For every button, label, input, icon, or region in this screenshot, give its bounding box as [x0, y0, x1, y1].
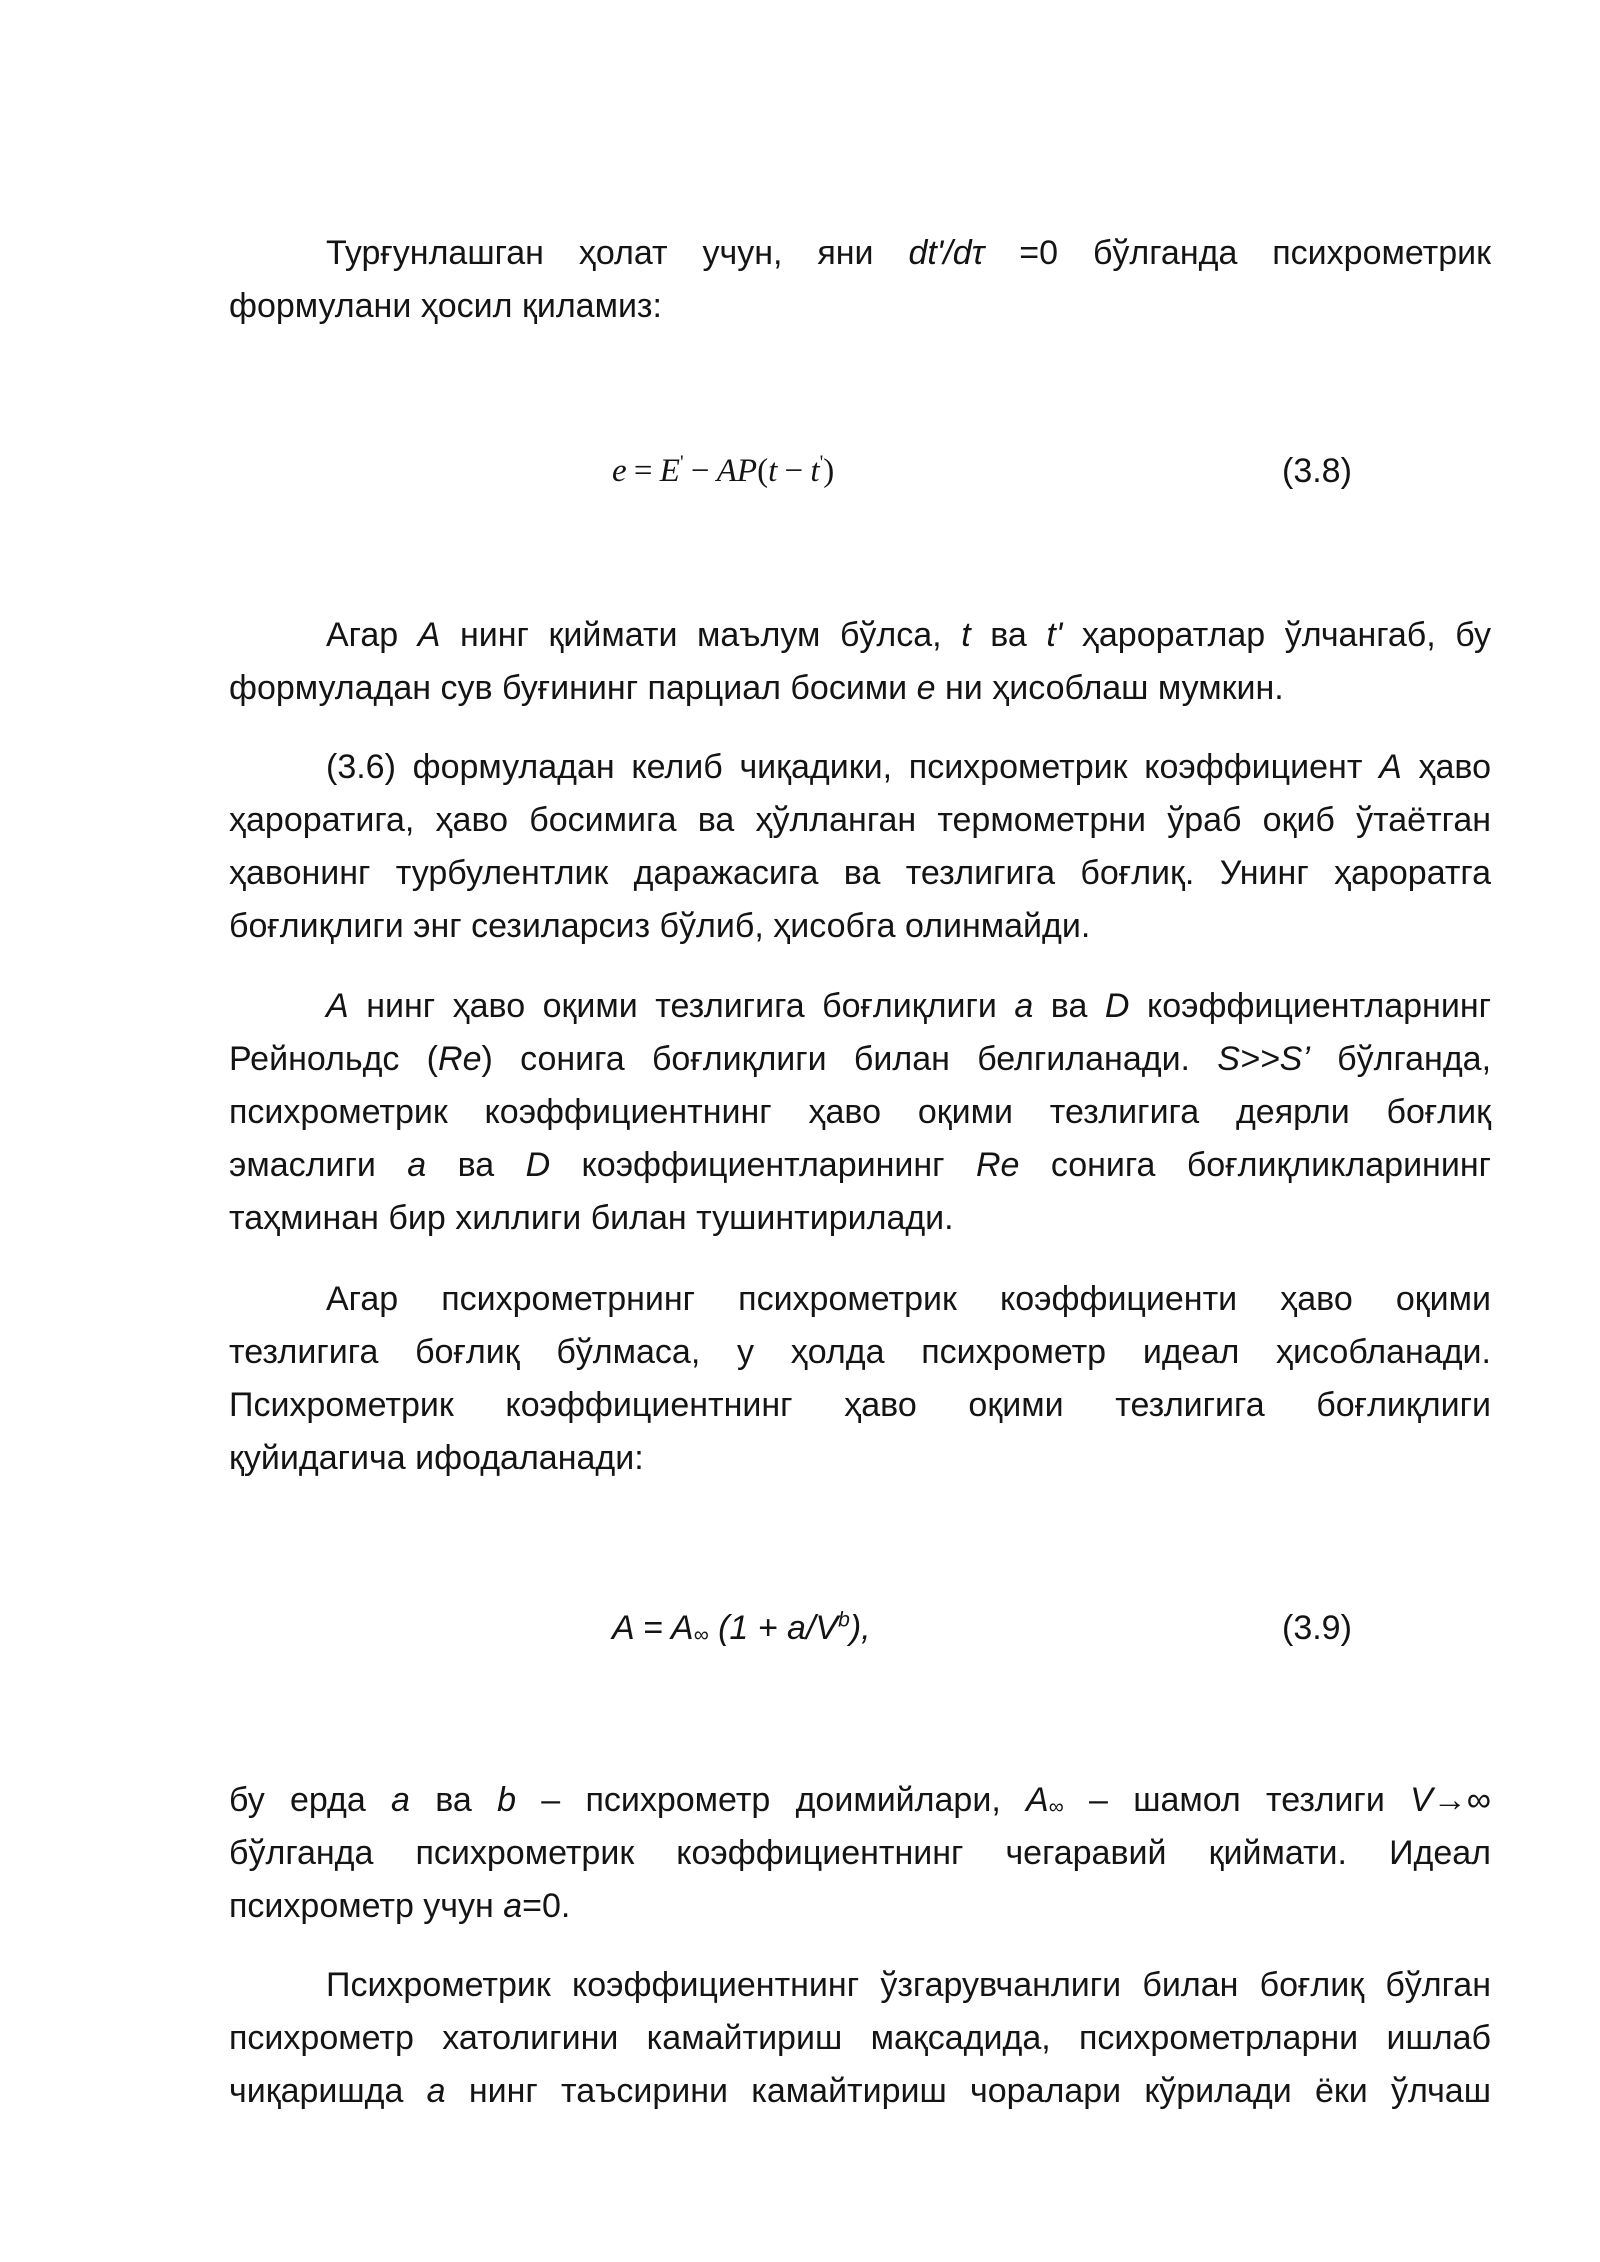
italic-run: a	[407, 1146, 427, 1184]
text-run: ва	[970, 616, 1047, 654]
text-line	[229, 1326, 1491, 1379]
text-line	[229, 1273, 1491, 1326]
paragraph-3	[229, 741, 1491, 953]
italic-run: a	[426, 2072, 446, 2110]
formula	[612, 1602, 871, 1655]
text-run: нинг қиймати маълум бўлса,	[440, 616, 962, 654]
italic-run: A	[1379, 748, 1402, 786]
italic-run: S>>S’	[1217, 1040, 1310, 1078]
text-line	[229, 227, 1491, 280]
equation-number: (3.8)	[1282, 452, 1352, 490]
subscript-run: ∞	[1048, 1795, 1064, 1819]
italic-run: V	[1410, 1781, 1433, 1819]
italic-run: a	[391, 1781, 410, 1819]
text-line	[229, 1774, 1491, 1827]
text-line	[229, 1192, 1491, 1245]
superscript-run: '	[819, 451, 824, 474]
italic-run: E	[659, 453, 680, 489]
text-run: нинг таъсирини камайтириш чоралари кўрилади ёки ўлчаш	[445, 2072, 1491, 2110]
text-run: ва	[426, 1146, 526, 1184]
italic-run: D	[1104, 987, 1130, 1025]
text-run: Психрометрик коэффициентнинг ўзгарувчанлиги билан боғлиқ бўлган	[326, 1966, 1491, 2004]
italic-run: ),	[849, 1609, 871, 1647]
italic-run: a	[1014, 987, 1034, 1025]
italic-run: t'	[1046, 616, 1063, 654]
text-run: ҳароратлар ўлчангаб, бу	[1062, 616, 1491, 654]
text-run: ҳавонинг турбулентлик даражасига ва тезлигига боғлиқ. Унинг ҳароратга	[229, 854, 1491, 892]
italic-run: dt'/dτ	[908, 234, 985, 272]
italic-run: t	[961, 616, 971, 654]
text-run: формулани ҳосил қиламиз:	[229, 287, 662, 325]
text-run: (	[757, 453, 769, 489]
text-run: эмаслиги	[229, 1146, 408, 1184]
text-line	[229, 2065, 1491, 2118]
equation-number: (3.9)	[1282, 1609, 1352, 1647]
italic-run: A = A	[612, 1609, 694, 1647]
text-run: тезлигига боғлиқ бўлмаса, у ҳолда психрометр идеал ҳисобланади.	[229, 1333, 1491, 1371]
text-run: – психрометр доимийлари,	[516, 1781, 1027, 1819]
formula	[612, 445, 834, 498]
text-line	[229, 1086, 1491, 1139]
italic-run: A	[1026, 1781, 1049, 1819]
text-run: формуладан сув буғининг парциал босими	[229, 669, 917, 707]
text-run: қуйидагича ифодаланади:	[229, 1439, 644, 1477]
text-line	[229, 741, 1491, 794]
text-run: →∞	[1432, 1781, 1492, 1819]
italic-run: Re	[438, 1040, 482, 1078]
text-run: ) сонига боғлиқлиги билан белгиланади.	[481, 1040, 1218, 1078]
italic-run: a	[503, 1887, 523, 1925]
text-run: Агар психрометрнинг психрометрик коэффициенти ҳаво оқими	[326, 1280, 1491, 1318]
paragraph-7	[229, 1959, 1491, 2118]
italic-run: b	[497, 1781, 517, 1819]
text-run: ва	[1033, 987, 1105, 1025]
text-run: =0 бўлганда психрометрик	[984, 234, 1491, 272]
italic-run: D	[525, 1146, 551, 1184]
text-run: Агар	[326, 616, 418, 654]
text-run: коэффициентларнинг	[1129, 987, 1492, 1025]
italic-run: e	[612, 453, 627, 489]
subscript-run: ∞	[693, 1623, 709, 1647]
text-run: психрометрик коэффициентнинг ҳаво оқими тезлигига деярли боғлиқ	[229, 1093, 1491, 1131]
text-line	[229, 1827, 1491, 1880]
italic-run: e	[916, 669, 936, 707]
text-run: чиқаришда	[229, 2072, 427, 2110]
text-run: психрометр хатолигини камайтириш мақсадида, психрометрларни ишлаб	[229, 2019, 1491, 2057]
text-run: бўлганда психрометрик коэффициентнинг чегаравий қиймати. Идеал	[229, 1834, 1491, 1872]
text-run: Рейнольдс (	[229, 1040, 439, 1078]
text-line	[229, 662, 1491, 715]
italic-run: t	[768, 453, 778, 489]
text-line	[229, 1033, 1491, 1086]
text-run: Психрометрик коэффициентнинг ҳаво оқими тезлигига боғлиқлиги	[229, 1386, 1491, 1424]
text-line	[229, 900, 1491, 953]
text-line	[229, 794, 1491, 847]
italic-run: Re	[975, 1146, 1020, 1184]
italic-run: AP	[716, 453, 758, 489]
text-run: ҳаво	[1401, 748, 1492, 786]
paragraph-6	[229, 1774, 1491, 1933]
text-line	[229, 1139, 1491, 1192]
text-run: ва	[409, 1781, 498, 1819]
text-run: бўлганда,	[1309, 1040, 1492, 1078]
equation-3-8	[0, 445, 1600, 498]
text-run: боғлиқлиги энг сезиларсиз бўлиб, ҳисобга олинмайди.	[229, 907, 1091, 945]
text-run: бу ерда	[229, 1781, 392, 1819]
text-line	[229, 1880, 1491, 1933]
text-run: Турғунлашган ҳолат учун, яни	[326, 234, 909, 272]
italic-run: A	[326, 987, 349, 1025]
superscript-run: '	[679, 451, 684, 474]
operator: −	[784, 453, 804, 489]
text-line	[229, 1379, 1491, 1432]
italic-run: A	[417, 616, 441, 654]
text-line	[229, 1959, 1491, 2012]
text-run: ҳароратига, ҳаво босимига ва ҳўлланган термометрни ўраб оқиб ўтаётган	[229, 801, 1491, 839]
italic-run: t	[810, 453, 820, 489]
text-run: психрометр учун	[229, 1887, 504, 1925]
text-run: таҳминан бир хиллиги билан тушинтирилади.	[229, 1199, 954, 1237]
text-run: (3.6) формуладан келиб чиқадики, психрометрик коэффициент	[326, 748, 1380, 786]
text-line	[229, 980, 1491, 1033]
operator: −	[690, 453, 710, 489]
equation-3-9	[0, 1602, 1600, 1655]
text-run: сонига боғлиқликларининг	[1019, 1146, 1492, 1184]
superscript-run: b	[838, 1608, 850, 1632]
text-line	[229, 2012, 1491, 2065]
text-run: коэффициентларининг	[550, 1146, 976, 1184]
paragraph-5	[229, 1273, 1491, 1485]
text-line	[229, 280, 1491, 333]
text-line	[229, 1432, 1491, 1485]
paragraph-4	[229, 980, 1491, 1245]
text-line	[229, 609, 1491, 662]
text-run: ни ҳисоблаш мумкин.	[935, 669, 1284, 707]
operator: =	[633, 453, 653, 489]
text-run: =0.	[522, 1887, 571, 1925]
text-line	[229, 847, 1491, 900]
text-run: нинг ҳаво оқими тезлигига боғлиқлиги	[348, 987, 1015, 1025]
italic-run: (1 + a/V	[708, 1609, 839, 1647]
text-run: – шамол тезлиги	[1063, 1781, 1411, 1819]
paragraph-2	[229, 609, 1491, 715]
text-run: )	[823, 453, 835, 489]
paragraph-1	[229, 227, 1491, 333]
